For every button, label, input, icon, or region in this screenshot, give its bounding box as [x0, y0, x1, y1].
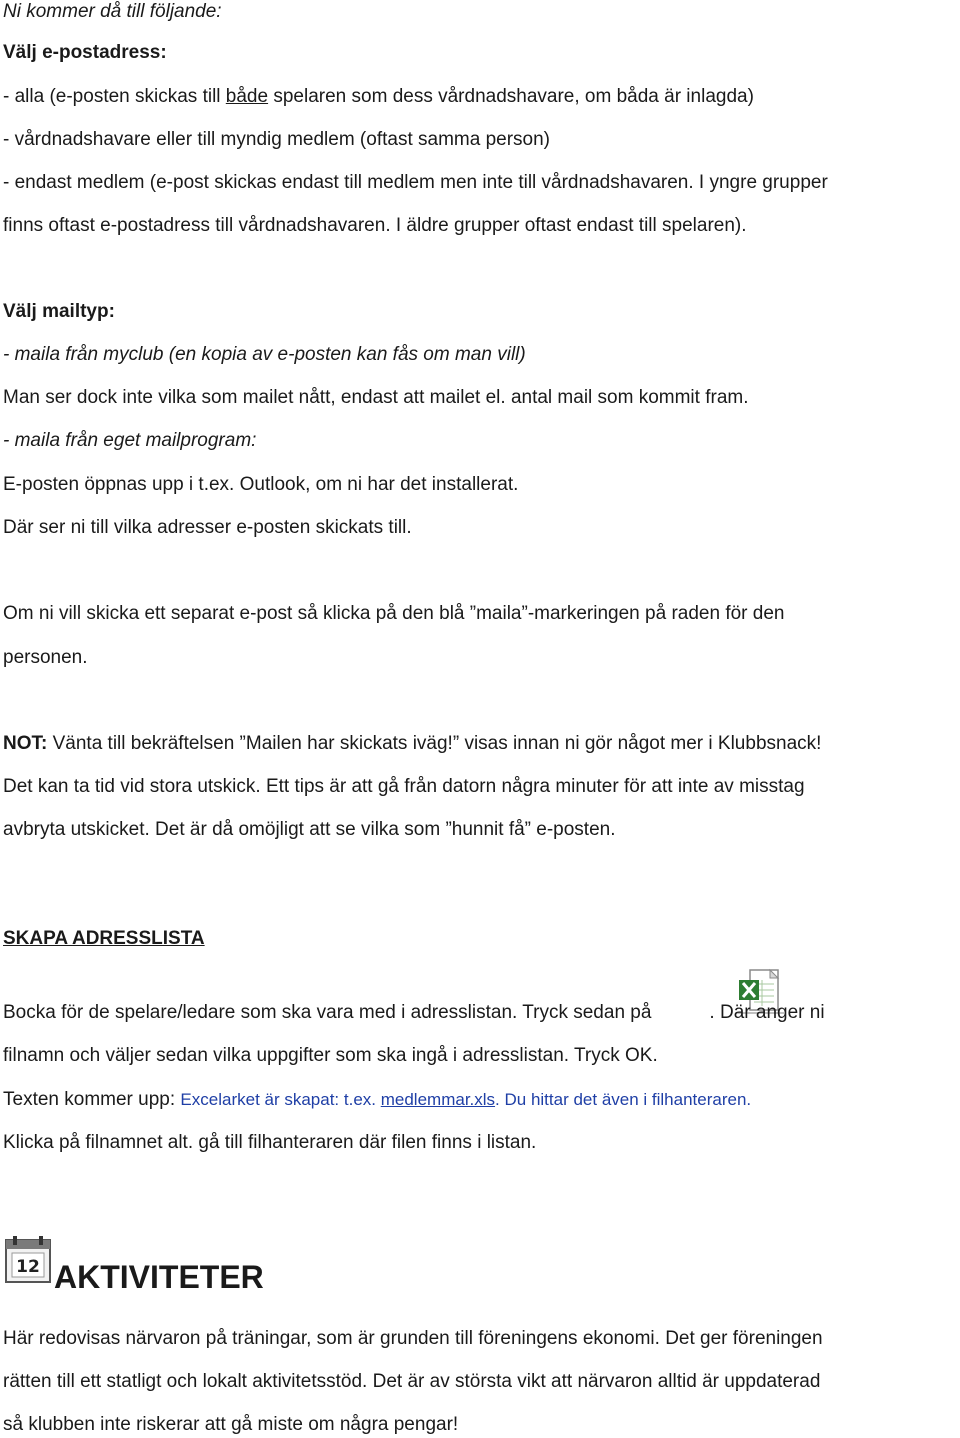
mailtype-myclub-note: Man ser dock inte vilka som mailet nått, endast att mailet el. antal mail som kommit fram. — [3, 387, 749, 408]
adresslista-line3 — [3, 1088, 751, 1112]
email-option-all-post: spelaren som dess vårdnadshavare, om båda är inlagda) — [268, 86, 754, 107]
calendar-number: 12 — [16, 1257, 40, 1277]
note-line1-text: Vänta till bekräftelsen ”Mailen har skickats iväg!” visas innan ni gör något mer i Klubbsnack! — [47, 733, 822, 754]
calendar-icon — [4, 1236, 54, 1286]
mailtype-option-myclub: - maila från myclub (en kopia av e-posten kan fås om man vill) — [3, 344, 526, 365]
intro-text: Ni kommer då till följande: — [3, 1, 222, 22]
excel-created-text: Excelarket är skapat: t.ex. — [180, 1090, 381, 1109]
email-option-member-line2: finns oftast e-postadress till vårdnadshavaren. I äldre grupper oftast endast till spelaren). — [3, 215, 747, 236]
separate-mail-line2: personen. — [3, 647, 88, 668]
adresslista-line4: Klicka på filnamnet alt. gå till filhanteraren där filen finns i listan. — [3, 1132, 537, 1153]
email-option-all — [3, 85, 754, 109]
mailtype-option-own: - maila från eget mailprogram: — [3, 430, 257, 451]
adresslista-line1-post: . Där anger ni — [709, 1002, 825, 1023]
adresslista-line1-pre: Bocka för de spelare/ledare som ska vara med i adresslistan. Tryck sedan på — [3, 1002, 652, 1023]
adresslista-heading: SKAPA ADRESSLISTA — [3, 928, 205, 949]
excel-file-link[interactable]: medlemmar.xls — [380, 1090, 496, 1109]
aktiviteter-line3: så klubben inte riskerar att gå miste om några pengar! — [3, 1414, 459, 1435]
email-option-all-underlined: både — [225, 86, 269, 107]
adresslista-line3-pre: Texten kommer upp: — [3, 1089, 181, 1110]
mailtype-own-note2: Där ser ni till vilka adresser e-posten skickats till. — [3, 517, 412, 538]
aktiviteter-line1: Här redovisas närvaron på träningar, som är grunden till föreningens ekonomi. Det ger föreningen — [3, 1328, 823, 1349]
aktiviteter-heading: AKTIVITETER — [54, 1259, 264, 1295]
file-manager-text: . Du hittar det även i filhanteraren. — [495, 1090, 752, 1109]
adresslista-line2: filnamn och väljer sedan vilka uppgifter som ska ingå i adresslistan. Tryck OK. — [3, 1045, 658, 1066]
note-line2: Det kan ta tid vid stora utskick. Ett tips är att gå från datorn några minuter för att inte av misstag — [3, 776, 805, 797]
note-line1 — [3, 732, 821, 756]
aktiviteter-line2: rätten till ett statligt och lokalt aktivitetsstöd. Det är av största vikt att närvaron alltid är uppdaterad — [3, 1371, 821, 1392]
email-option-all-pre: - alla (e-posten skickas till — [3, 86, 226, 107]
adresslista-line1 — [3, 1001, 825, 1025]
mailtype-title: Välj mailtyp: — [3, 301, 115, 322]
mailtype-own-note1: E-posten öppnas upp i t.ex. Outlook, om ni har det installerat. — [3, 474, 519, 495]
note-line3: avbryta utskicket. Det är då omöjligt att se vilka som ”hunnit få” e-posten. — [3, 819, 616, 840]
email-choice-title: Välj e-postadress: — [3, 42, 167, 63]
note-label: NOT: — [3, 733, 48, 754]
email-option-guardian: - vårdnadshavare eller till myndig medlem (oftast samma person) — [3, 129, 550, 150]
separate-mail-line1: Om ni vill skicka ett separat e-post så klicka på den blå ”maila”-markeringen på raden för den — [3, 603, 785, 624]
email-option-member-line1: - endast medlem (e-post skickas endast till medlem men inte till vårdnadshavaren. I yngre grupper — [3, 172, 828, 193]
